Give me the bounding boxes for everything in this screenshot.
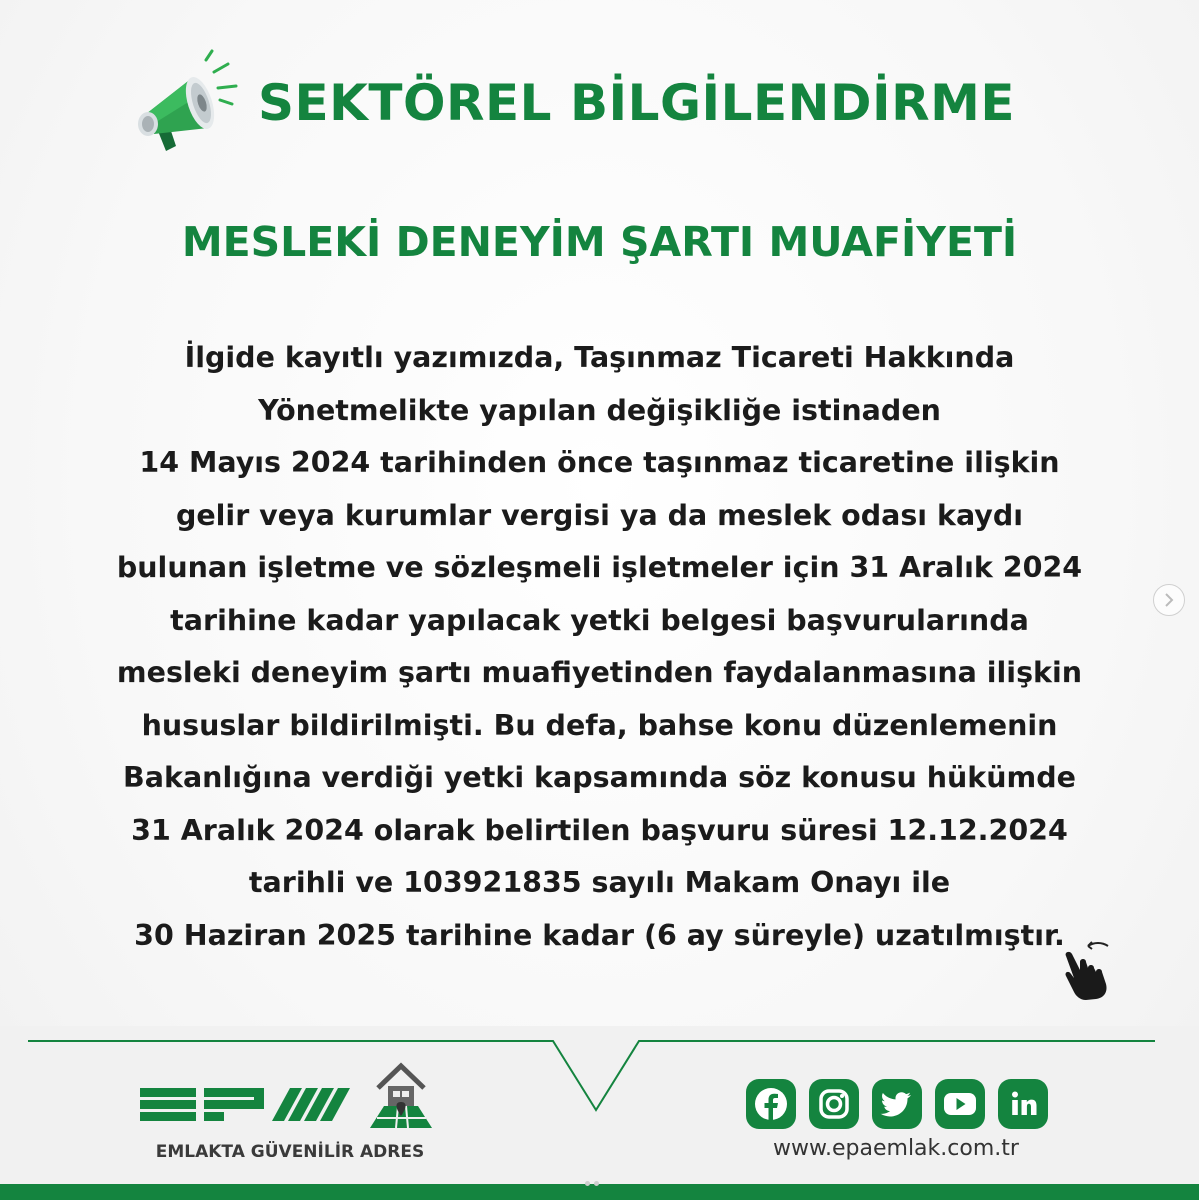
- carousel-dot[interactable]: [585, 1181, 590, 1186]
- header: [0, 40, 1199, 170]
- subtitle: MESLEKİ DENEYİM ŞARTI MUAFİYETİ: [181, 218, 1018, 266]
- body-line: bulunan işletme ve sözleşmeli işletmeler için 31 Aralık 2024: [116, 551, 1083, 584]
- body-line: gelir veya kurumlar vergisi ya da meslek odası kaydı: [175, 498, 1024, 532]
- twitter-button[interactable]: [872, 1079, 922, 1129]
- swipe-pointer-icon: [1058, 936, 1116, 1002]
- carousel-dots: [585, 1171, 615, 1179]
- slogan: EMLAKTA GÜVENİLİR ADRES: [155, 1142, 425, 1162]
- body-line: Yönetmelikte yapılan değişikliğe istinaden: [258, 393, 941, 427]
- website-link[interactable]: www.epaemlak.com.tr: [773, 1136, 1019, 1161]
- social-links: [746, 1079, 1056, 1134]
- epa-wordmark-icon: [140, 1084, 360, 1124]
- house-icon: [366, 1062, 436, 1130]
- body-line: 30 Haziran 2025 tarihine kadar (6 ay süreyle) uzatılmıştır.: [134, 918, 1065, 952]
- body-line: İlgide kayıtlı yazımızda, Taşınmaz Ticareti Hakkında: [184, 341, 1015, 374]
- body-line: mesleki deneyim şartı muafiyetinden faydalanmasına ilişkin: [116, 656, 1083, 689]
- facebook-button[interactable]: [746, 1079, 796, 1129]
- body-line: tarihli ve 103921835 sayılı Makam Onayı ile: [248, 866, 951, 899]
- linkedin-button[interactable]: [998, 1079, 1048, 1129]
- chevron-right-icon: [1163, 593, 1175, 607]
- instagram-icon: [809, 1079, 859, 1129]
- instagram-button[interactable]: [809, 1079, 859, 1129]
- linkedin-icon: [998, 1079, 1048, 1129]
- facebook-icon: [746, 1079, 796, 1129]
- body-line: 14 Mayıs 2024 tarihinden önce taşınmaz ticaretine ilişkin: [139, 446, 1060, 479]
- youtube-button[interactable]: [935, 1079, 985, 1129]
- carousel-dot[interactable]: [594, 1181, 599, 1186]
- body-line: hususlar bildirilmişti. Bu defa, bahse konu düzenlemenin: [141, 708, 1058, 742]
- announcement-body: [20, 332, 1179, 962]
- body-line: Bakanlığına verdiği yetki kapsamında söz konusu hükümde: [123, 761, 1076, 794]
- megaphone-icon: [128, 48, 253, 163]
- bottom-bar: [0, 1184, 1199, 1200]
- epa-logo[interactable]: [140, 1062, 440, 1162]
- body-line: 31 Aralık 2024 olarak belirtilen başvuru süresi 12.12.2024: [131, 813, 1068, 847]
- youtube-icon: [935, 1079, 985, 1129]
- body-line: tarihine kadar yapılacak yetki belgesi başvurularında: [170, 603, 1029, 637]
- twitter-icon: [872, 1079, 922, 1129]
- main-title: SEKTÖREL BİLGİLENDİRME: [258, 74, 1016, 132]
- next-slide-button[interactable]: [1153, 584, 1185, 616]
